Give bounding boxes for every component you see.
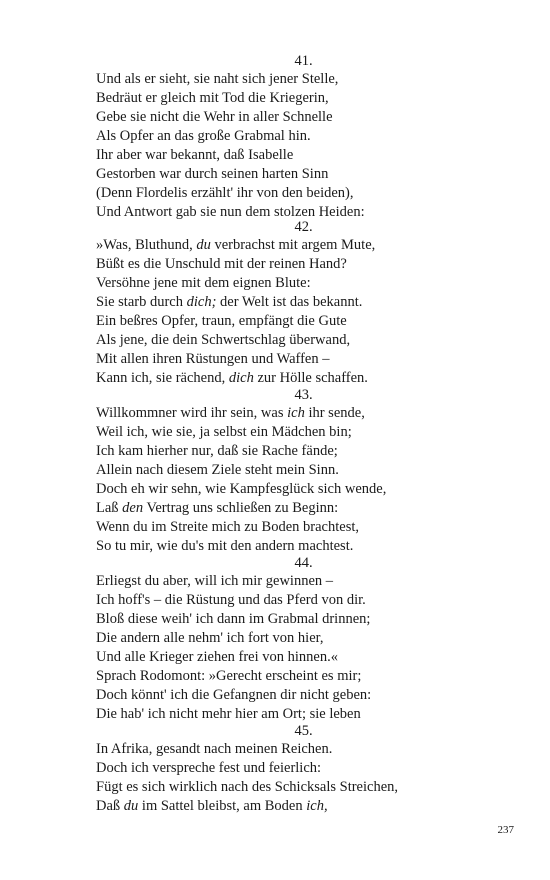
verse-text: Und als er sieht, sie naht sich jener Stelle,: [96, 71, 339, 87]
verse-line: [96, 572, 516, 591]
verse-text: Doch eh wir sehn, wie Kampfesglück sich wende,: [96, 481, 387, 497]
verse-text: Doch ich verspreche fest und feierlich:: [96, 760, 322, 776]
verse-text: Die hab' ich nicht mehr hier am Ort; sie leben: [96, 706, 361, 722]
verse-text: Weil ich, wie sie, ja selbst ein Mädchen bin;: [96, 424, 352, 440]
verse-line: [96, 274, 516, 293]
verse-text: Mit allen ihren Rüstungen und Waffen –: [96, 351, 330, 367]
verse-line: [96, 648, 516, 667]
verse-text: zur Hölle schaffen.: [253, 370, 368, 386]
verse-line: [96, 184, 516, 203]
verse-emphasis: ich,: [306, 798, 328, 814]
verse-text: Wenn du im Streite mich zu Boden brachtest,: [96, 519, 359, 535]
stanza-lines: [96, 740, 516, 816]
verse-text: Ich hoff's – die Rüstung und das Pferd von dir.: [96, 592, 366, 608]
stanza-number: 42.: [294, 219, 313, 235]
verse-text: Als jene, die dein Schwertschlag überwand,: [96, 332, 351, 348]
stanza-lines: [96, 572, 516, 724]
verse-line: [96, 312, 516, 331]
verse-line: [96, 686, 516, 705]
verse-emphasis: du: [196, 237, 211, 253]
verse-line: [96, 480, 516, 499]
verse-line: [96, 89, 516, 108]
verse-line: [96, 70, 516, 89]
stanza-44: [96, 554, 516, 724]
verse-text: »Was, Bluthund,: [96, 237, 197, 253]
verse-text: Ihr aber war bekannt, daß Isabelle: [96, 147, 294, 163]
verse-line: [96, 797, 516, 816]
verse-text: (Denn Flordelis erzählt' ihr von den beiden),: [96, 185, 354, 201]
verse-line: [96, 236, 516, 255]
verse-text: Gestorben war durch seinen harten Sinn: [96, 166, 329, 182]
stanza-number: 45.: [294, 723, 313, 739]
stanza-lines: [96, 70, 516, 222]
verse-text: Daß: [96, 798, 124, 814]
verse-text: Vertrag uns schließen zu Beginn:: [143, 500, 339, 516]
verse-emphasis: du: [123, 798, 139, 814]
stanza-42: [96, 218, 516, 388]
stanza-number: 43.: [294, 387, 313, 403]
verse-line: [96, 740, 516, 759]
verse-line: [96, 404, 516, 423]
verse-text: im Sattel bleibst, am Boden: [138, 798, 307, 814]
verse-text: Allein nach diesem Ziele steht mein Sinn.: [96, 462, 339, 478]
verse-line: [96, 667, 516, 686]
verse-text: Bloß diese weih' ich dann im Grabmal drinnen;: [96, 611, 371, 627]
stanza-lines: [96, 236, 516, 388]
verse-text: Laß: [96, 500, 123, 516]
verse-text: Als Opfer an das große Grabmal hin.: [96, 128, 311, 144]
verse-line: [96, 499, 516, 518]
verse-text: verbrachst mit argem Mute,: [210, 237, 376, 253]
verse-text: Die andern alle nehm' ich fort von hier,: [96, 630, 324, 646]
verse-text: So tu mir, wie du's mit den andern machtest.: [96, 538, 354, 554]
verse-line: [96, 165, 516, 184]
verse-line: [96, 423, 516, 442]
verse-emphasis: dich;: [186, 294, 217, 310]
verse-line: [96, 778, 516, 797]
verse-text: Doch könnt' ich die Gefangnen dir nicht geben:: [96, 687, 372, 703]
verse-line: [96, 255, 516, 274]
verse-line: [96, 331, 516, 350]
verse-text: Versöhne jene mit dem eignen Blute:: [96, 275, 311, 291]
verse-line: [96, 461, 516, 480]
verse-line: [96, 610, 516, 629]
page-number: 237: [497, 824, 514, 836]
verse-text: Büßt es die Unschuld mit der reinen Hand?: [96, 256, 347, 272]
verse-line: [96, 350, 516, 369]
verse-line: [96, 108, 516, 127]
stanza-43: [96, 386, 516, 556]
stanza-number: 41.: [294, 53, 313, 69]
verse-text: Bedräut er gleich mit Tod die Kriegerin,: [96, 90, 329, 106]
verse-emphasis: dich: [228, 370, 254, 386]
verse-text: Ich kam hierher nur, daß sie Rache fände;: [96, 443, 338, 459]
verse-text: Willkommner wird ihr sein, was: [96, 405, 288, 421]
verse-text: Sie starb durch: [96, 294, 187, 310]
verse-text: Und alle Krieger ziehen frei von hinnen.«: [96, 649, 338, 665]
verse-emphasis: den: [122, 500, 144, 516]
stanza-45: [96, 722, 516, 816]
verse-text: Kann ich, sie rächend,: [96, 370, 229, 386]
verse-text: der Welt ist das bekannt.: [216, 294, 363, 310]
verse-text: Erliegst du aber, will ich mir gewinnen –: [96, 573, 333, 589]
verse-line: [96, 518, 516, 537]
verse-line: [96, 293, 516, 312]
stanza-number: 44.: [294, 555, 313, 571]
verse-line: [96, 591, 516, 610]
verse-text: Ein beßres Opfer, traun, empfängt die Gute: [96, 313, 347, 329]
verse-text: Sprach Rodomont: »Gerecht erscheint es mir;: [96, 668, 362, 684]
verse-text: Fügt es sich wirklich nach des Schicksals Streichen,: [96, 779, 399, 795]
verse-text: Gebe sie nicht die Wehr in aller Schnelle: [96, 109, 333, 125]
verse-line: [96, 127, 516, 146]
verse-line: [96, 442, 516, 461]
verse-line: [96, 629, 516, 648]
verse-text: ihr sende,: [304, 405, 365, 421]
verse-emphasis: ich: [287, 405, 305, 421]
verse-text: In Afrika, gesandt nach meinen Reichen.: [96, 741, 333, 757]
stanza-lines: [96, 404, 516, 556]
verse-line: [96, 146, 516, 165]
verse-text: Und Antwort gab sie nun dem stolzen Heiden:: [96, 204, 365, 220]
verse-line: [96, 759, 516, 778]
stanza-41: [96, 52, 516, 222]
